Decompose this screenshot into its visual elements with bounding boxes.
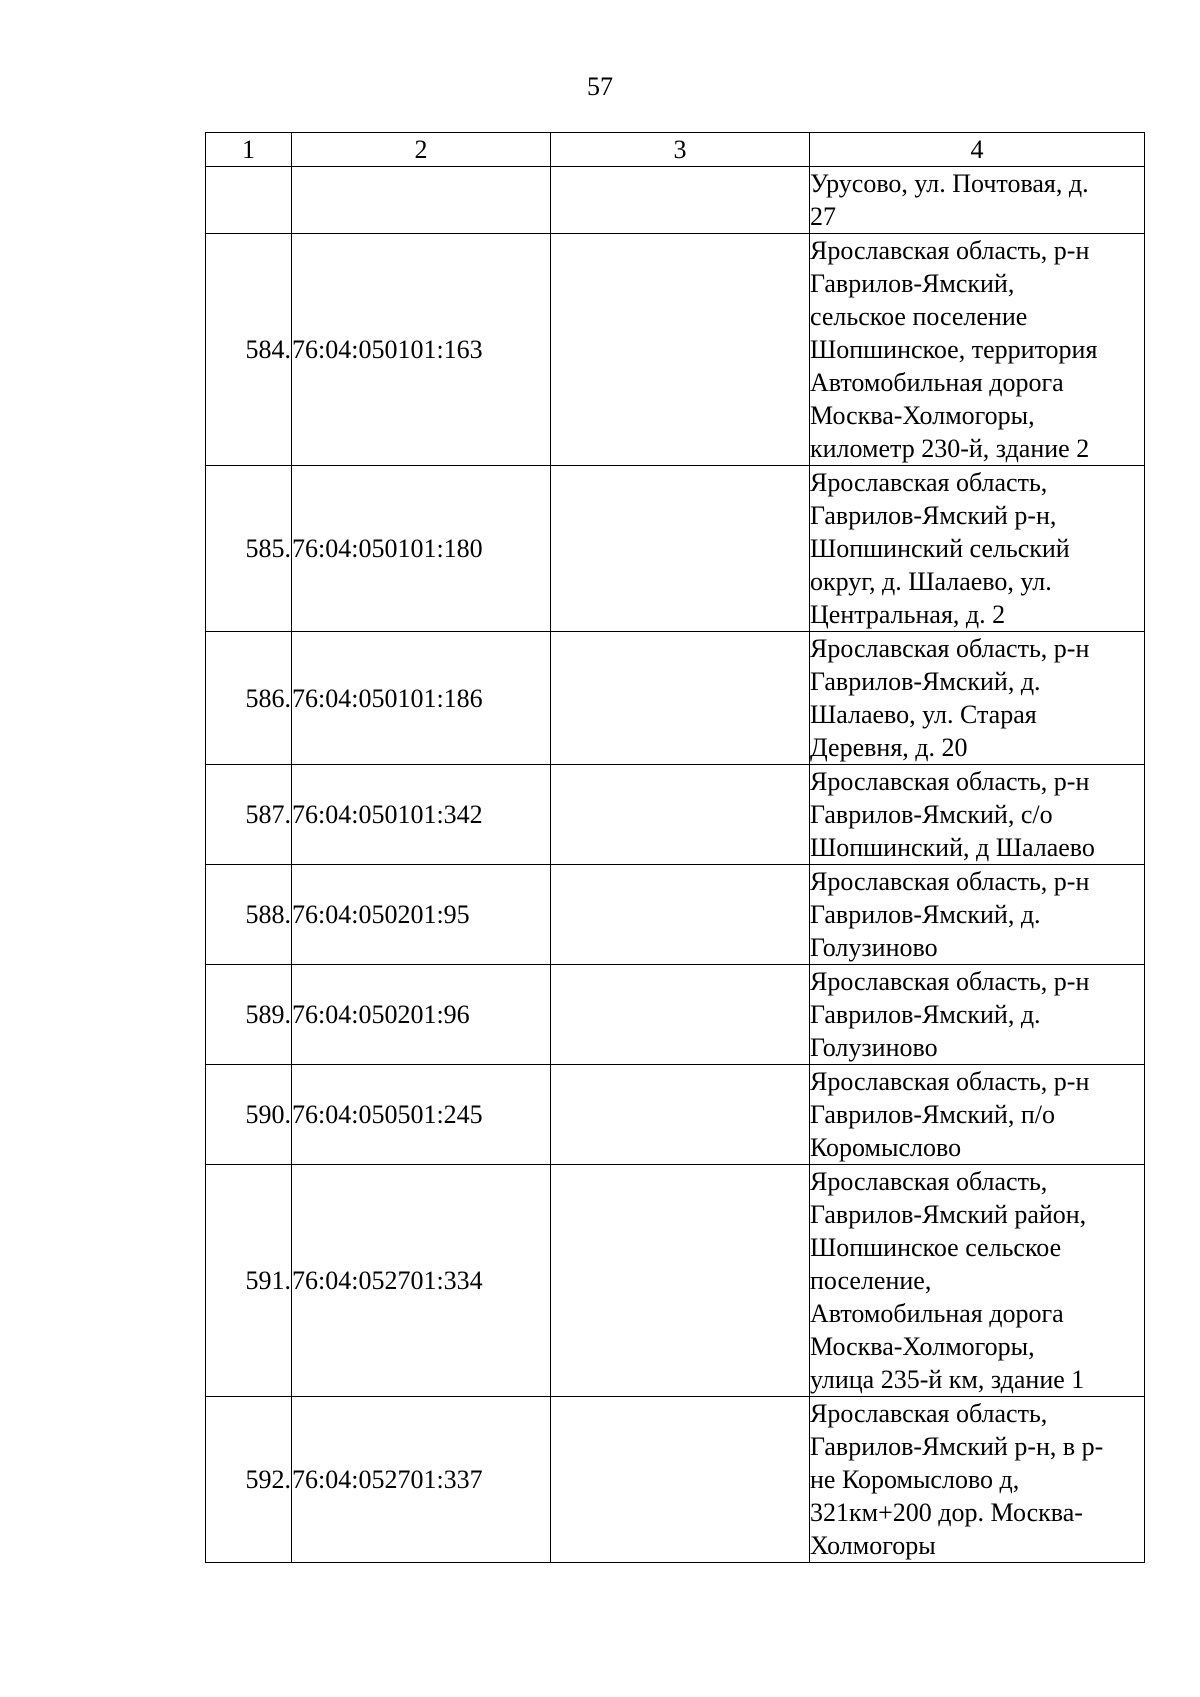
column-header-3: 3 — [551, 133, 810, 167]
table-row — [206, 234, 1145, 466]
address-cell: Ярославская область, р-н Гаврилов-Ямский, д. Голузиново — [810, 865, 1145, 965]
row-number: 585. — [206, 466, 292, 632]
column-3-cell — [551, 865, 810, 965]
cadastral-number: 76:04:050101:163 — [292, 234, 551, 466]
column-3-cell — [551, 1397, 810, 1563]
address-cell: Ярославская область, Гаврилов-Ямский район, Шопшинское сельское поселение, Автомобильная дорога Москва-Холмогоры, улица 235-й км, здание 1 — [810, 1165, 1145, 1397]
address-cell: Ярославская область, р-н Гаврилов-Ямский, д. Голузиново — [810, 965, 1145, 1065]
address-cell: Ярославская область, р-н Гаврилов-Ямский, сельское поселение Шопшинское, территория Автомобильная дорога Москва-Холмогоры, километр 230-й, здание 2 — [810, 234, 1145, 466]
table-row — [206, 865, 1145, 965]
address-cell: Урусово, ул. Почтовая, д. 27 — [810, 167, 1145, 234]
row-number: 584. — [206, 234, 292, 466]
column-header-4: 4 — [810, 133, 1145, 167]
cadastral-number: 76:04:050501:245 — [292, 1065, 551, 1165]
cadastral-number: 76:04:050201:95 — [292, 865, 551, 965]
column-3-cell — [551, 965, 810, 1065]
row-number: 590. — [206, 1065, 292, 1165]
row-number — [206, 167, 292, 234]
table-row — [206, 765, 1145, 865]
column-3-cell — [551, 1065, 810, 1165]
row-number: 589. — [206, 965, 292, 1065]
cadastral-number: 76:04:052701:334 — [292, 1165, 551, 1397]
table-row — [206, 965, 1145, 1065]
address-cell: Ярославская область, р-н Гаврилов-Ямский, с/о Шопшинский, д Шалаево — [810, 765, 1145, 865]
table-row — [206, 1397, 1145, 1563]
row-number: 592. — [206, 1397, 292, 1563]
cadastral-number: 76:04:052701:337 — [292, 1397, 551, 1563]
address-cell: Ярославская область, Гаврилов-Ямский р-н, в р- не Коромыслово д, 321км+200 дор. Москва- Холмогоры — [810, 1397, 1145, 1563]
table-row — [206, 1165, 1145, 1397]
address-cell: Ярославская область, Гаврилов-Ямский р-н, Шопшинский сельский округ, д. Шалаево, ул. Центральная, д. 2 — [810, 466, 1145, 632]
cadastral-number — [292, 167, 551, 234]
table-row — [206, 632, 1145, 765]
column-header-2: 2 — [292, 133, 551, 167]
cadastral-number: 76:04:050101:180 — [292, 466, 551, 632]
address-cell: Ярославская область, р-н Гаврилов-Ямский, п/о Коромыслово — [810, 1065, 1145, 1165]
row-number: 591. — [206, 1165, 292, 1397]
registry-table — [205, 132, 1145, 1563]
table-row — [206, 466, 1145, 632]
column-header-1: 1 — [206, 133, 292, 167]
column-3-cell — [551, 632, 810, 765]
table-row — [206, 1065, 1145, 1165]
page-number: 57 — [587, 72, 613, 101]
column-3-cell — [551, 765, 810, 865]
cadastral-number: 76:04:050101:186 — [292, 632, 551, 765]
table-row — [206, 167, 1145, 234]
address-cell: Ярославская область, р-н Гаврилов-Ямский, д. Шалаево, ул. Старая Деревня, д. 20 — [810, 632, 1145, 765]
cadastral-number: 76:04:050101:342 — [292, 765, 551, 865]
row-number: 587. — [206, 765, 292, 865]
column-3-cell — [551, 167, 810, 234]
table-header-row — [206, 133, 1145, 167]
column-3-cell — [551, 1165, 810, 1397]
column-3-cell — [551, 466, 810, 632]
column-3-cell — [551, 234, 810, 466]
row-number: 586. — [206, 632, 292, 765]
row-number: 588. — [206, 865, 292, 965]
cadastral-number: 76:04:050201:96 — [292, 965, 551, 1065]
